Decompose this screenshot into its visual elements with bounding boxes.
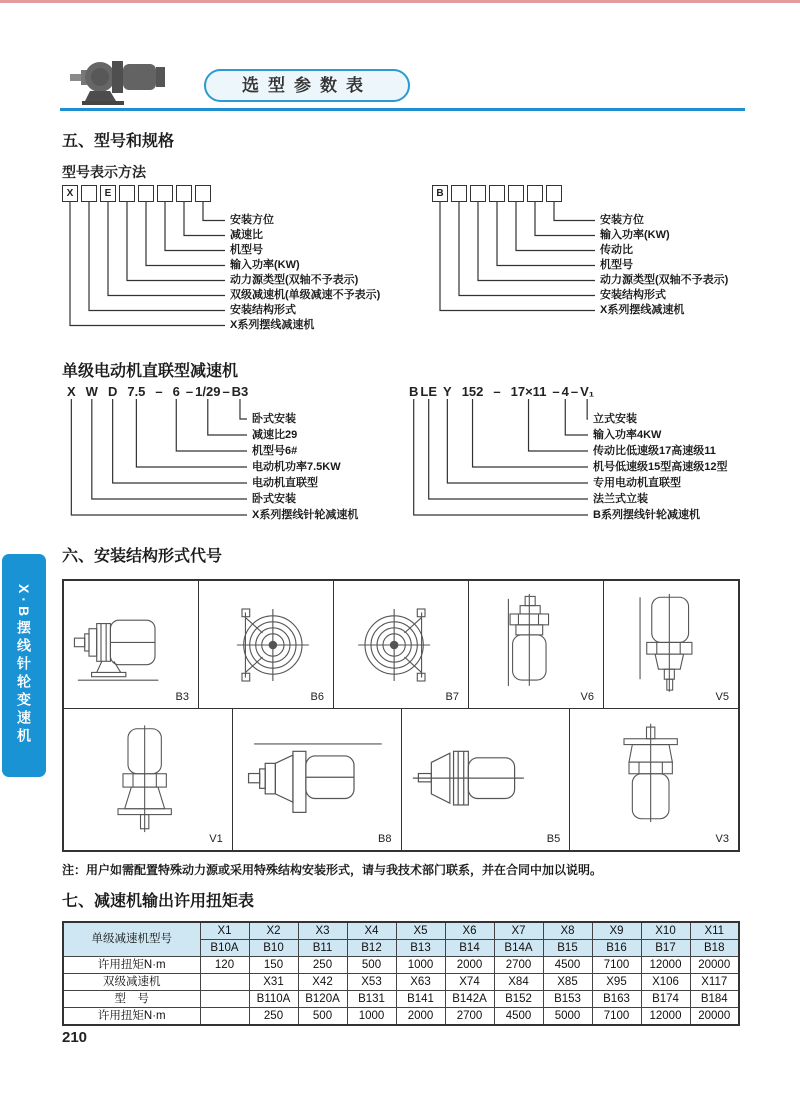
torque-table	[62, 921, 740, 1026]
diagram-label: 卧式安装	[252, 413, 296, 425]
motor-drawing-v3-icon	[604, 721, 704, 839]
table-cell: 1000	[396, 957, 445, 974]
table-header-b: B17	[641, 940, 690, 957]
diagram-labels	[600, 213, 728, 318]
table-corner-label: 单级减速机型号	[63, 922, 200, 957]
table-cell: B131	[347, 991, 396, 1008]
table-header-x: X4	[347, 922, 396, 940]
model-method-subtitle: 型号表示方法	[62, 164, 146, 180]
model-code-diagram-b	[432, 185, 792, 335]
model-code-box	[176, 185, 192, 202]
model-code-token: –	[185, 384, 194, 399]
table-header-x: X7	[494, 922, 543, 940]
model-code-box	[451, 185, 467, 202]
diagram-label: 安装结构形式	[230, 304, 296, 316]
table-cell: 250	[249, 1008, 298, 1026]
section7-title: 七、减速机输出许用扭矩表	[62, 893, 255, 910]
mounting-code: B8	[378, 833, 392, 845]
table-cell: 7100	[592, 1008, 641, 1026]
model-code-token: D	[107, 384, 118, 399]
table-cell: 4500	[494, 1008, 543, 1026]
model-code-boxes	[432, 185, 792, 202]
table-cell: X53	[347, 974, 396, 991]
table-cell: 12000	[641, 957, 690, 974]
table-cell: B184	[690, 991, 739, 1008]
model-code-box	[508, 185, 524, 202]
model-code-box	[119, 185, 135, 202]
table-cell: 2000	[445, 957, 494, 974]
model-code-token: –	[493, 384, 501, 399]
diagram-labels	[252, 411, 358, 523]
diagram-label: X系列摆线针轮减速机	[252, 509, 359, 521]
table-cell: 12000	[641, 1008, 690, 1026]
table-cell: B141	[396, 991, 445, 1008]
table-cell	[200, 1008, 249, 1026]
model-code-box: B	[432, 185, 448, 202]
table-cell: 4500	[543, 957, 592, 974]
table-header-b: B12	[347, 940, 396, 957]
diagram-label: 输入功率4KW	[593, 429, 662, 441]
table-row	[63, 991, 739, 1008]
diagram-label: 输入功率(KW)	[230, 259, 300, 271]
table-cell: X117	[690, 974, 739, 991]
diagram-label: 机型号6#	[252, 445, 298, 457]
model-code-token: –	[552, 384, 560, 399]
table-cell: 2000	[396, 1008, 445, 1026]
table-header-x: X8	[543, 922, 592, 940]
diagram-label: 立式安装	[593, 413, 637, 425]
table-header-b: B14	[445, 940, 494, 957]
table-cell: X95	[592, 974, 641, 991]
motor-drawing-b3-icon	[71, 601, 191, 689]
diagram-label: 输入功率(KW)	[600, 229, 670, 241]
diagram-label: 电动机功率7.5KW	[252, 461, 341, 473]
diagram-label: X系列摆线减速机	[600, 304, 685, 316]
table-cell: 2700	[494, 957, 543, 974]
table-cell: 1000	[347, 1008, 396, 1026]
mounting-cell-v3	[570, 709, 738, 850]
diagram-label: 动力源类型(双轴不予表示)	[230, 274, 359, 286]
table-cell: B142A	[445, 991, 494, 1008]
model-code-token: –	[570, 384, 579, 399]
motor-drawing-b5-icon	[411, 729, 559, 831]
mounting-code: B5	[546, 833, 561, 845]
mounting-cell-v6	[469, 581, 604, 709]
table-cell: X63	[396, 974, 445, 991]
model-example-ble	[408, 384, 798, 524]
table-cell: 5000	[543, 1008, 592, 1026]
model-example-xwd	[62, 384, 422, 524]
mounting-code: V5	[715, 691, 729, 703]
diagram-label: 安装方位	[600, 214, 644, 226]
mounting-code: V3	[715, 833, 729, 845]
table-header-x: X1	[200, 922, 249, 940]
table-header-x: X11	[690, 922, 739, 940]
model-code-token: 7.5	[127, 384, 146, 399]
table-cell: 20000	[690, 1008, 739, 1026]
model-code-box	[489, 185, 505, 202]
model-code-tokens	[62, 384, 422, 399]
model-code-box	[157, 185, 173, 202]
page-title-pill	[204, 69, 410, 102]
model-code-box	[546, 185, 562, 202]
table-header-x: X2	[249, 922, 298, 940]
diagram-label: 安装结构形式	[600, 289, 666, 301]
model-code-tokens	[408, 384, 798, 399]
diagram-label: 双级减速机(单级减速不予表示)	[230, 289, 381, 301]
model-code-token: V₁	[580, 384, 595, 399]
mounting-code: B6	[310, 691, 324, 703]
mounting-form-grid	[62, 579, 740, 852]
model-code-box	[527, 185, 543, 202]
motor-drawing-v1-icon	[98, 721, 198, 839]
table-row-label: 许用扭矩N·m	[63, 957, 200, 974]
gearmotor-photo-icon	[68, 49, 180, 109]
model-code-boxes	[62, 185, 422, 202]
diagram-label: 动力源类型(双轴不予表示)	[600, 274, 729, 286]
table-cell: 120	[200, 957, 249, 974]
mounting-code: V1	[209, 833, 223, 845]
table-header-b: B18	[690, 940, 739, 957]
mounting-cell-b6	[199, 581, 334, 709]
diagram-label: X系列摆线减速机	[230, 319, 315, 331]
mounting-cell-v1	[64, 709, 233, 850]
table-cell: B110A	[249, 991, 298, 1008]
table-header-b: B13	[396, 940, 445, 957]
page-number: 210	[62, 1029, 88, 1046]
table-cell: B174	[641, 991, 690, 1008]
model-code-token: –	[222, 384, 230, 399]
mounting-code: B7	[445, 691, 459, 703]
table-cell	[200, 991, 249, 1008]
diagram-label: 法兰式立装	[593, 493, 648, 505]
model-code-box: E	[100, 185, 116, 202]
mounting-cell-b5	[402, 709, 571, 850]
table-cell: X31	[249, 974, 298, 991]
table-cell: 250	[298, 957, 347, 974]
diagram-label: 传动比低速级17高速级11	[593, 445, 716, 457]
table-header-x: X6	[445, 922, 494, 940]
model-code-token: LE	[420, 384, 438, 399]
mounting-cell-b8	[233, 709, 402, 850]
diagram-label: 机型号	[230, 244, 263, 256]
model-code-token: 1/29	[195, 384, 221, 399]
table-cell: B120A	[298, 991, 347, 1008]
table-header-b: B14A	[494, 940, 543, 957]
motor-drawing-v5-icon	[625, 592, 717, 697]
table-cell: X85	[543, 974, 592, 991]
diagram-label: 机号低速级15型高速级12型	[593, 461, 728, 473]
mounting-code: B3	[175, 691, 189, 703]
model-code-diagram-x	[62, 185, 422, 335]
table-cell	[200, 974, 249, 991]
motor-drawing-b8-icon	[243, 729, 391, 831]
model-code-token: –	[155, 384, 163, 399]
diagram-label: 传动比	[600, 244, 633, 256]
table-header-b: B16	[592, 940, 641, 957]
table-row	[63, 974, 739, 991]
diagram-label: 专用电动机直联型	[593, 477, 681, 489]
mounting-code: V6	[580, 691, 594, 703]
model-code-token: B	[409, 384, 419, 399]
table-cell: B152	[494, 991, 543, 1008]
table-cell: 2700	[445, 1008, 494, 1026]
model-code-token: 152	[461, 384, 484, 399]
table-cell: X74	[445, 974, 494, 991]
table-row	[63, 1008, 739, 1026]
table-cell: 500	[298, 1008, 347, 1026]
sidebar-series-tab	[2, 554, 46, 777]
model-code-token: 6	[172, 384, 180, 399]
header-divider	[60, 108, 745, 111]
page-title: 选型参数表	[242, 76, 372, 95]
motor-drawing-b6-icon	[206, 601, 326, 689]
table-cell: 150	[249, 957, 298, 974]
section6-title: 六、安装结构形式代号	[62, 548, 223, 565]
diagram-label: 电动机直联型	[252, 477, 318, 489]
footnote: 注：用户如需配置特殊动力源或采用特殊结构安装形式，请与我技术部门联系，并在合同中加以说明。	[62, 863, 603, 877]
table-cell: 7100	[592, 957, 641, 974]
model-code-token: B3	[231, 384, 249, 399]
mounting-cell-b3	[64, 581, 199, 709]
table-header-x: X9	[592, 922, 641, 940]
diagram-labels	[593, 411, 727, 523]
diagram-label: 减速比29	[252, 429, 298, 441]
connector-lines	[62, 384, 422, 524]
table-cell: X84	[494, 974, 543, 991]
model-code-box: X	[62, 185, 78, 202]
diagram-label: 减速比	[230, 229, 263, 241]
table-row-label: 双级减速机	[63, 974, 200, 991]
table-header-b: B11	[298, 940, 347, 957]
table-row	[63, 957, 739, 974]
table-row-label: 许用扭矩N·m	[63, 1008, 200, 1026]
table-cell: X106	[641, 974, 690, 991]
table-row-label: 型 号	[63, 991, 200, 1008]
table-header-b: B10A	[200, 940, 249, 957]
table-cell: X42	[298, 974, 347, 991]
table-header-x: X5	[396, 922, 445, 940]
diagram-label: 安装方位	[230, 214, 274, 226]
motor-drawing-v6-icon	[490, 592, 582, 697]
model-code-box	[81, 185, 97, 202]
model-code-token: 4	[561, 384, 569, 399]
diagram-label: B系列摆线针轮减速机	[593, 509, 700, 521]
model-code-token: Y	[443, 384, 452, 399]
table-cell: B153	[543, 991, 592, 1008]
model-code-box	[138, 185, 154, 202]
diagram-label: 卧式安装	[252, 493, 296, 505]
torque-table-wrap	[62, 921, 740, 1026]
diagram-labels	[230, 213, 380, 333]
table-header-b: B15	[543, 940, 592, 957]
table-header-b: B10	[249, 940, 298, 957]
mounting-cell-v5	[604, 581, 738, 709]
table-header-x: X3	[298, 922, 347, 940]
motor-drawing-b7-icon	[341, 601, 461, 689]
section5-title: 五、型号和规格	[62, 133, 175, 150]
model-code-token: X	[67, 384, 76, 399]
diagram-label: 机型号	[600, 259, 633, 271]
table-cell: 500	[347, 957, 396, 974]
model-code-token: W	[85, 384, 98, 399]
mounting-cell-b7	[334, 581, 469, 709]
single-stage-title: 单级电动机直联型减速机	[62, 363, 239, 380]
model-code-box	[470, 185, 486, 202]
model-code-box	[195, 185, 211, 202]
model-code-token: 17×11	[510, 384, 547, 399]
table-cell: B163	[592, 991, 641, 1008]
table-header-x: X10	[641, 922, 690, 940]
table-cell: 20000	[690, 957, 739, 974]
sidebar-label: X·B摆线针轮变速机	[16, 584, 32, 747]
